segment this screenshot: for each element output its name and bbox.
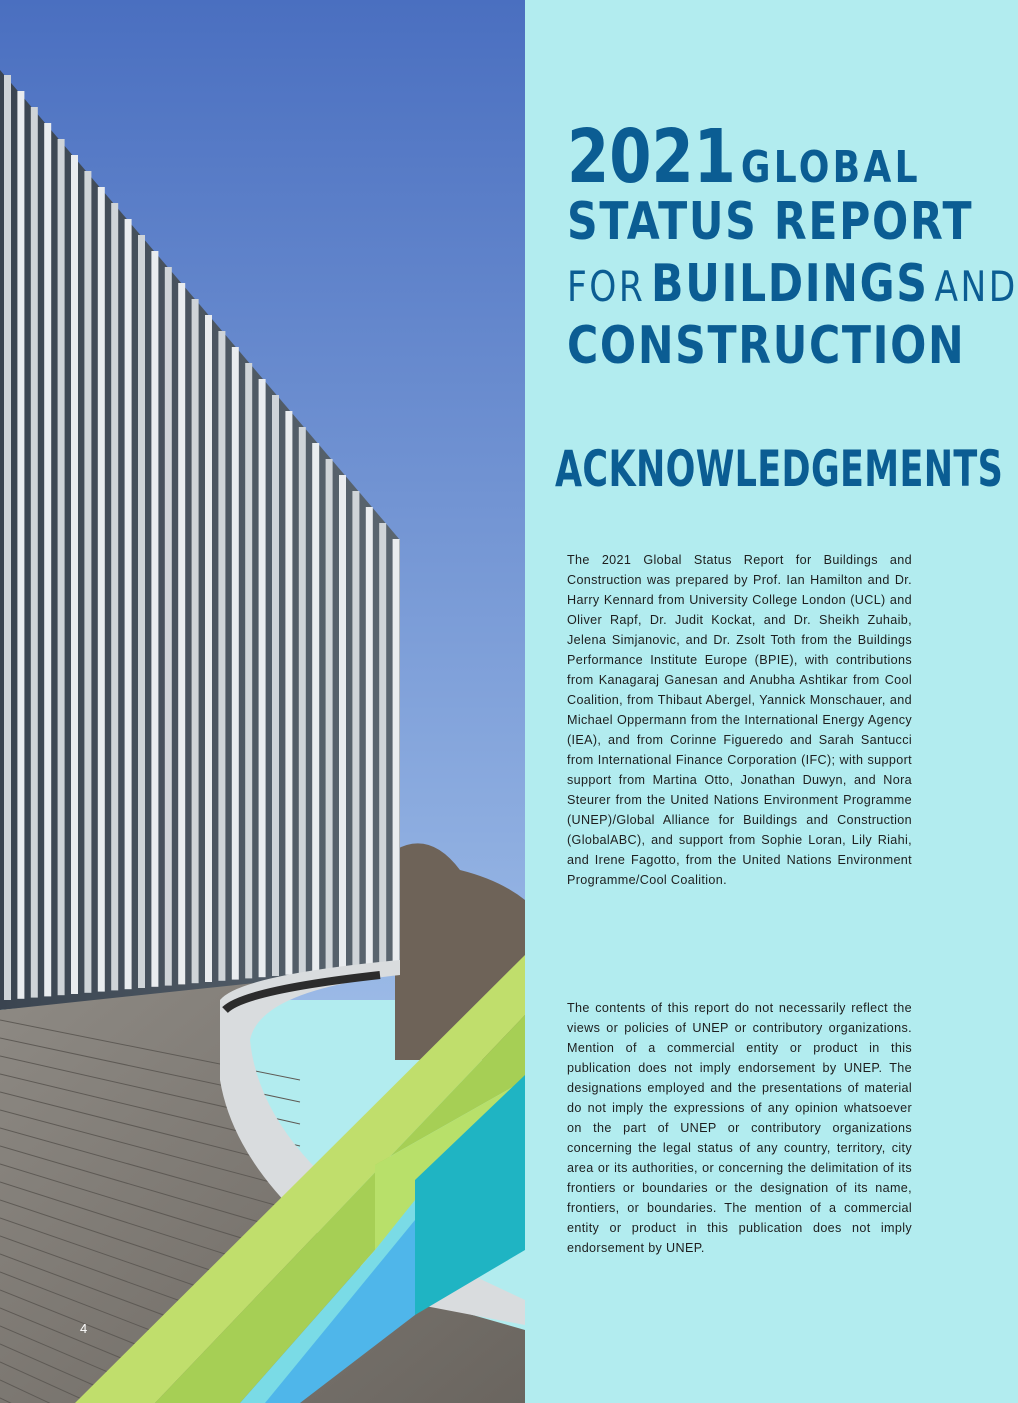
report-title: [567, 114, 1018, 376]
facade-fin: [285, 411, 292, 975]
facade-fin: [58, 139, 65, 995]
section-heading: ACKNOWLEDGEMENTS: [555, 440, 1004, 498]
facade-fin: [84, 171, 91, 993]
facade-fin: [259, 379, 266, 977]
title-construction: CONSTRUCTION: [567, 316, 966, 376]
facade-fin: [192, 299, 199, 983]
credits-paragraph: The 2021 Global Status Report for Buildings and Construction was prepared by Prof. Ian Hamilton and Dr. Harry Kennard from University College London (UCL) and Oliver Rapf, Dr. Judit Kockat, and Dr. Sheikh Zuhaib, Jelena Simjanovic, and Dr. Zsolt Toth from the Buildings Performance Institute Europe (BPIE), with contributions from Kanagaraj Ganesan and Anubha Ashtikar from Cool Coalition, from Thibaut Abergel, Yannick Monschauer, and Michael Oppermann from the International Energy Agency (IEA), and from Corinne Figueredo and Sarah Santucci from International Finance Corporation (IFC); with support support from Martina Otto, Jonathan Duwyn, and Nora Steurer from the United Nations Environment Programme (UNEP)/Global Alliance for Buildings and Construction (GlobalABC), and support from Sophie Loran, Lily Riahi, and Irene Fagotto, from the United Nations Environment Programme/Cool Coalition.: [567, 553, 912, 887]
facade-fin: [138, 235, 145, 988]
facade-fin: [151, 251, 158, 987]
facade-fin: [299, 427, 306, 974]
facade-fin: [31, 107, 38, 998]
disclaimer-paragraph: The contents of this report do not necessarily reflect the views or policies of UNEP or contributory organizations. Mention of a commercial entity or product in this publication does not imply endorsement by UNEP. The designations employed and the presentations of material do not imply the expressions of any opinion whatsoever on the part of UNEP or contributory organizations concerning the legal status of any country, territory, city area or its authorities, or concerning the delimitation of its frontiers or boundaries or the designation of its name, frontiers, or boundaries. The mention of a commercial entity or product in this publication does not imply endorsement by UNEP.: [567, 1001, 912, 1255]
facade-fin: [393, 539, 400, 965]
facade-fin: [17, 91, 24, 999]
title-year: 2021: [567, 114, 736, 200]
title-and: AND: [934, 262, 1018, 311]
title-status-report: STATUS REPORT: [567, 192, 974, 252]
facade-fin: [218, 331, 225, 981]
facade-fin: [111, 203, 118, 990]
facade-fin: [71, 155, 78, 994]
facade-fin: [379, 523, 386, 966]
title-for: FOR: [567, 262, 646, 311]
facade-fin: [232, 347, 239, 980]
facade-fin: [245, 363, 252, 978]
facade-fin: [312, 443, 319, 972]
facade-fin: [165, 267, 172, 986]
title-buildings: BUILDINGS: [651, 254, 929, 314]
title-global: GLOBAL: [740, 142, 921, 193]
facade-fin: [98, 187, 105, 992]
facade-fin: [326, 459, 333, 971]
facade-fin: [4, 75, 11, 1000]
facade-fin: [272, 395, 279, 976]
facade-fin: [352, 491, 359, 969]
facade-fin: [339, 475, 346, 970]
facade-fin: [366, 507, 373, 968]
facade-fin: [125, 219, 132, 989]
facade-fin: [44, 123, 51, 996]
facade-fin: [205, 315, 212, 982]
facade-fin: [178, 283, 185, 984]
page-number: 4: [80, 1321, 88, 1336]
